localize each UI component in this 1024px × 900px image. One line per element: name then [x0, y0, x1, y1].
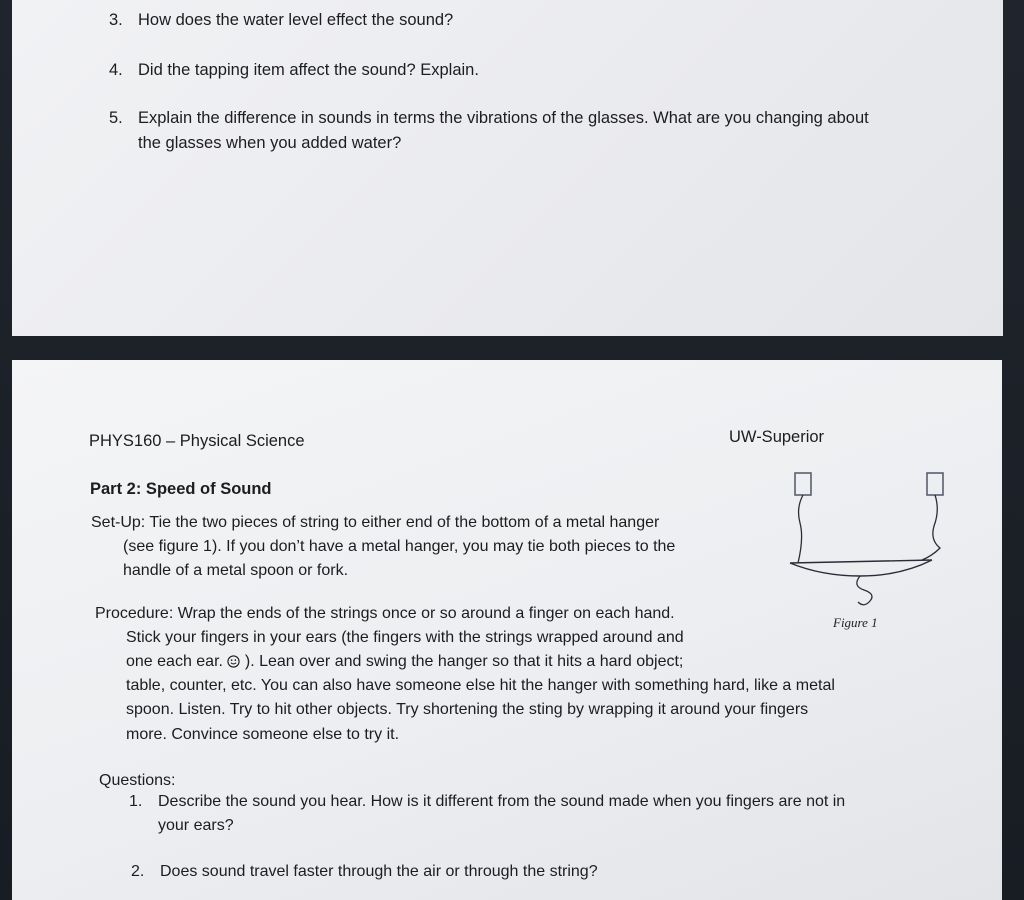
question-number: 3. — [109, 11, 123, 29]
question-text: Does sound travel faster through the air or through the string? — [160, 863, 598, 880]
setup-paragraph — [91, 511, 751, 591]
question-number: 2. — [131, 863, 145, 880]
figure-1-hanger-drawing — [782, 468, 962, 628]
smiley-icon — [227, 655, 240, 668]
course-title: PHYS160 – Physical Science — [89, 432, 305, 450]
procedure-line-3-end: ). Lean over and swing the hanger so that it hits a hard object; — [244, 653, 684, 670]
questions-heading: Questions: — [99, 772, 176, 789]
question-number: 1. — [129, 793, 143, 810]
procedure-line-1: Procedure: Wrap the ends of the strings once or so around a finger on each hand. — [95, 605, 675, 622]
setup-line-3: handle of a metal spoon or fork. — [123, 562, 349, 579]
left-string — [798, 495, 803, 563]
question-text-line-1: Explain the difference in sounds in terms the vibrations of the glasses. What are you changing about — [138, 109, 869, 127]
hanger-bar — [790, 560, 932, 563]
procedure-line-5: spoon. Listen. Try to hit other objects. Try shortening the sting by wrapping it around your fingers — [126, 701, 809, 718]
question-text-line-2: your ears? — [158, 817, 234, 834]
question-text: How does the water level effect the sound? — [138, 11, 454, 29]
question-text-line-2: the glasses when you added water? — [138, 134, 402, 152]
procedure-line-6: more. Convince someone else to try it. — [126, 726, 400, 743]
procedure-line-4: table, counter, etc. You can also have someone else hit the hanger with something hard, like a metal — [126, 677, 835, 694]
worksheet-page-top — [12, 0, 1003, 336]
figure-caption: Figure 1 — [833, 615, 878, 630]
setup-line-2: (see figure 1). If you don’t have a metal hanger, you may tie both pieces to the — [123, 538, 676, 555]
procedure-line-2: Stick your fingers in your ears (the fingers with the strings wrapped around and — [126, 629, 684, 646]
procedure-line-3-start: one each ear. — [126, 653, 223, 670]
institution-name: UW-Superior — [729, 428, 825, 446]
question-number: 4. — [109, 61, 123, 79]
right-string — [922, 495, 940, 560]
question-text: Did the tapping item affect the sound? Explain. — [138, 61, 479, 79]
part-title: Part 2: Speed of Sound — [90, 480, 272, 498]
question-number: 5. — [109, 109, 123, 127]
left-finger-box — [795, 473, 811, 495]
hanger-hook — [857, 576, 872, 605]
question-text-line-1: Describe the sound you hear. How is it different from the sound made when you fingers are not in — [158, 793, 846, 810]
worksheet-page-bottom — [12, 360, 1002, 900]
right-finger-box — [927, 473, 943, 495]
setup-line-1: Set-Up: Tie the two pieces of string to either end of the bottom of a metal hanger — [91, 514, 660, 531]
procedure-line-3 — [126, 650, 683, 674]
